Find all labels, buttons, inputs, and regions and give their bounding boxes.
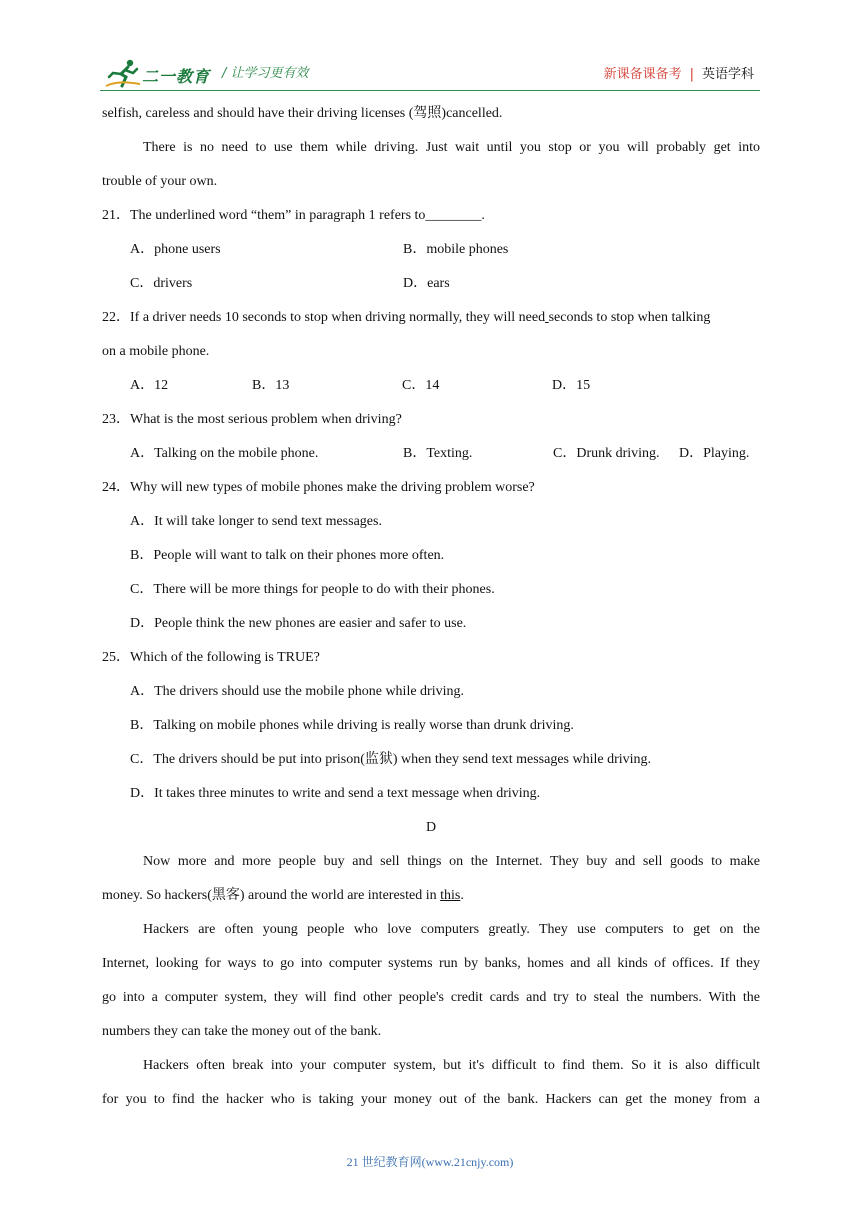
option-b: B．Texting. bbox=[403, 446, 473, 461]
question-21-options-row1 bbox=[102, 233, 760, 267]
question-23-stem: 23．What is the most serious problem when driving? bbox=[102, 412, 402, 427]
option-d: D．Playing. bbox=[679, 446, 750, 461]
paragraph-text: . bbox=[460, 888, 464, 903]
underlined-word: this bbox=[440, 888, 461, 903]
paragraph-line: Internet, looking for ways to go into computer systems run by banks, homes and all kinds of offices. If they bbox=[102, 956, 760, 971]
option-b: B．People will want to talk on their phones more often. bbox=[130, 548, 445, 563]
question-22-options bbox=[102, 369, 760, 403]
option-b: B．13 bbox=[252, 378, 290, 393]
option-c: C．The drivers should be put into prison(监狱) when they send text messages while driving. bbox=[130, 752, 652, 767]
option-a: A．Talking on the mobile phone. bbox=[130, 446, 319, 461]
header-course-label: 新课备课备考 bbox=[603, 67, 682, 82]
option-b: B．Talking on mobile phones while driving is really worse than drunk driving. bbox=[130, 718, 574, 733]
question-23-options bbox=[102, 437, 760, 471]
header-subject-label: 英语学科 bbox=[701, 67, 754, 82]
option-c: C．drivers bbox=[130, 276, 193, 291]
page-footer[interactable]: 21 世纪教育网(www.21cnjy.com) bbox=[346, 1155, 514, 1169]
page-header bbox=[100, 56, 760, 92]
paragraph-line: Hackers are often young people who love computers greatly. They use computers to get on the bbox=[143, 922, 760, 937]
question-24-stem: 24．Why will new types of mobile phones make the driving problem worse? bbox=[102, 480, 535, 495]
paragraph-line: Hackers often break into your computer system, but it's difficult to find them. So it is also difficult bbox=[143, 1058, 760, 1073]
paragraph-line: Now more and more people buy and sell things on the Internet. They buy and sell goods to make bbox=[143, 854, 760, 869]
option-d: D．It takes three minutes to write and send a text message when driving. bbox=[130, 786, 541, 801]
option-b: B．mobile phones bbox=[403, 242, 509, 257]
section-title: D bbox=[425, 820, 437, 835]
logo-text: 二一教育 bbox=[142, 67, 211, 86]
running-figure-icon bbox=[104, 58, 144, 90]
option-c: C．14 bbox=[402, 378, 440, 393]
question-22-stem-continued: on a mobile phone. bbox=[102, 344, 210, 359]
document-body bbox=[102, 97, 760, 1117]
paragraph-line: trouble of your own. bbox=[102, 174, 218, 189]
option-a: A．The drivers should use the mobile phone while driving. bbox=[130, 684, 464, 699]
option-a: A．It will take longer to send text messages. bbox=[130, 514, 382, 529]
paragraph-line bbox=[102, 879, 760, 913]
question-21-options-row2 bbox=[102, 267, 760, 301]
header-subject bbox=[604, 63, 754, 82]
paragraph-text: money. So hackers(黑客) around the world are interested in bbox=[102, 888, 441, 903]
header-separator: | bbox=[689, 67, 694, 82]
paragraph-line: selfish, careless and should have their driving licenses (驾照)cancelled. bbox=[102, 106, 503, 121]
paragraph-line: There is no need to use them while driving. Just wait until you stop or you will probably get into bbox=[143, 140, 760, 155]
slogan: / 让学习更有效 bbox=[222, 66, 309, 81]
question-25-stem: 25．Which of the following is TRUE? bbox=[102, 650, 320, 665]
question-21-stem: 21．The underlined word “them” in paragraph 1 refers to________. bbox=[102, 208, 485, 223]
option-a: A．phone users bbox=[130, 242, 221, 257]
paragraph-line: go into a computer system, they will find other people's credit cards and try to steal the numbers. With the bbox=[102, 990, 760, 1005]
option-c: C．There will be more things for people to do with their phones. bbox=[130, 582, 495, 597]
option-d: D．People think the new phones are easier and safer to use. bbox=[130, 616, 467, 631]
option-d: D．15 bbox=[552, 378, 591, 393]
question-22-stem-end: seconds to stop when talking bbox=[548, 310, 711, 325]
question-22-stem-start: 22．If a driver needs 10 seconds to stop when driving normally, they will need bbox=[102, 310, 546, 325]
logo bbox=[104, 58, 234, 90]
paragraph-line: numbers they can take the money out of the bank. bbox=[102, 1024, 382, 1039]
paragraph-line: for you to find the hacker who is taking your money out of the bank. Hackers can get the money from a bbox=[102, 1092, 760, 1107]
option-a: A．12 bbox=[130, 378, 169, 393]
option-c: C．Drunk driving. bbox=[553, 446, 660, 461]
header-divider bbox=[100, 90, 760, 91]
question-22-stem bbox=[102, 301, 760, 335]
option-d: D．ears bbox=[403, 276, 450, 291]
